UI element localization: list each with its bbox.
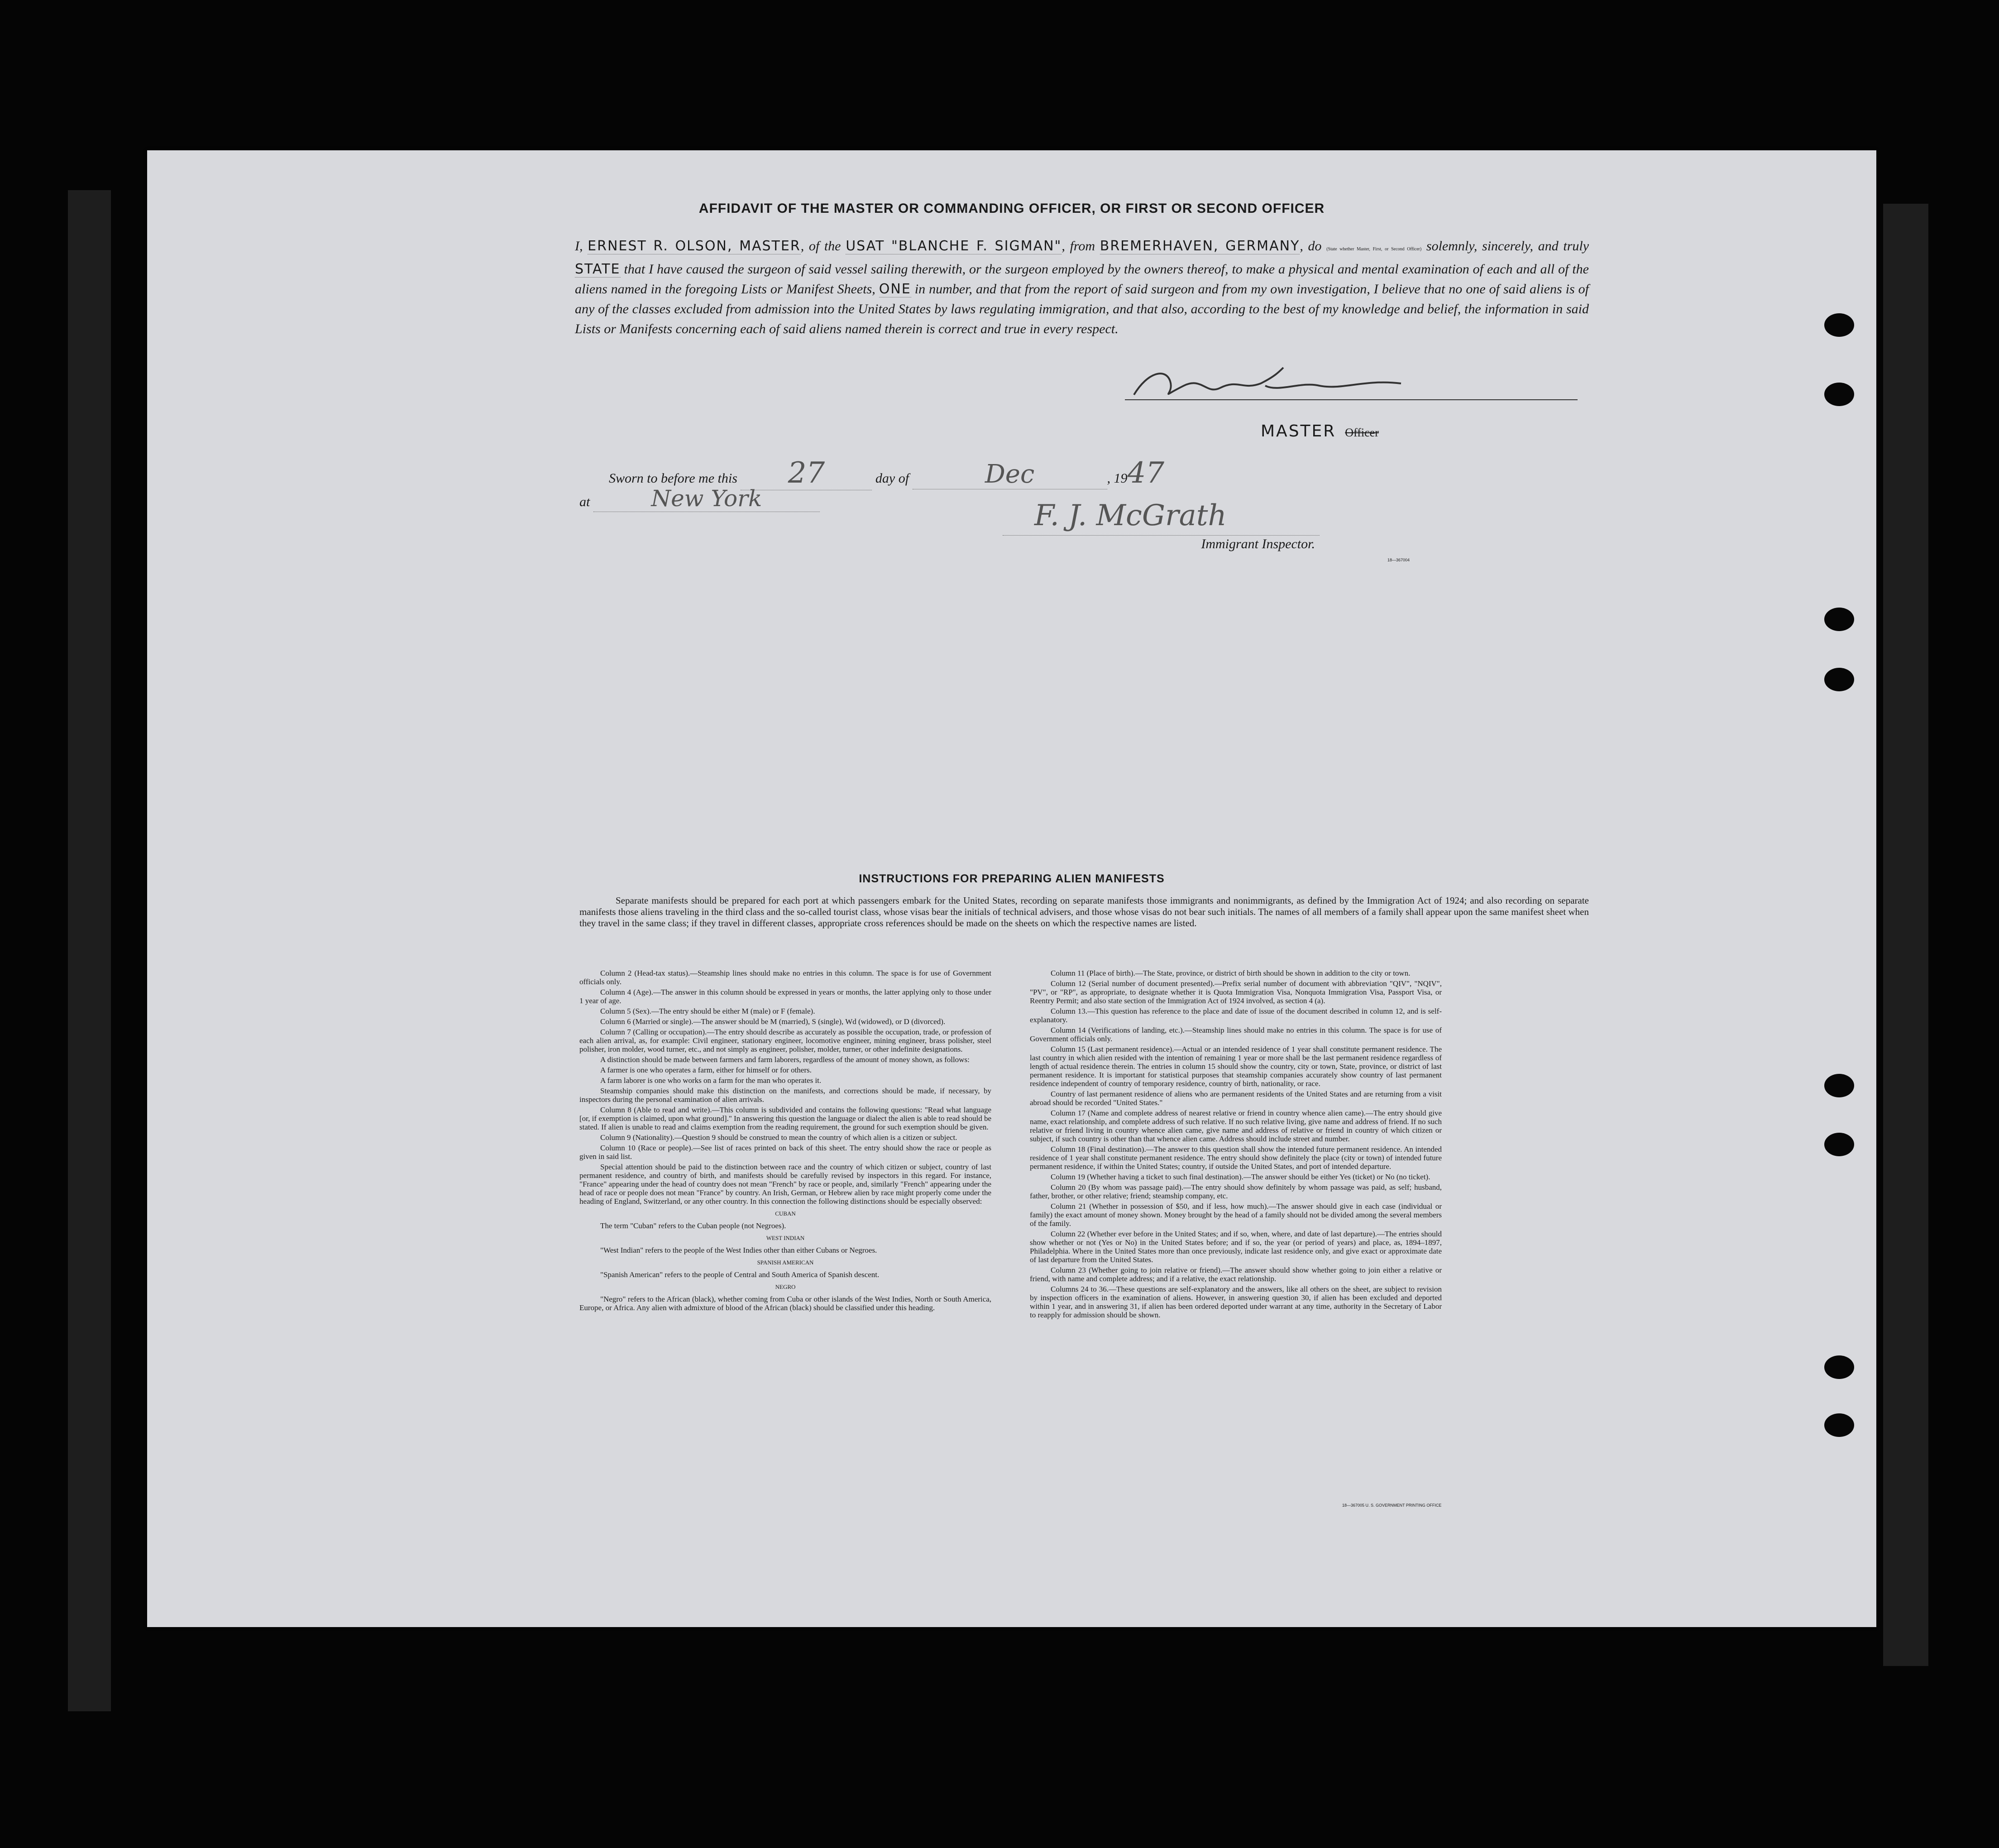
instruction-paragraph: Column 20 (By whom was passage paid).—The entry should show definitely by whom passage was paid, as self; husband, father, brother, or other relative; friend; steamship company, etc.	[1030, 1183, 1442, 1200]
inspector-label: Immigrant Inspector.	[1201, 536, 1315, 551]
master-name-field: ERNEST R. OLSON, MASTER	[588, 238, 801, 254]
instructions-right-column	[1030, 969, 1442, 1321]
punch-hole	[1824, 1133, 1854, 1156]
verb-field: STATE	[575, 261, 621, 277]
cuban-definition: The term "Cuban" refers to the Cuban people (not Negroes).	[600, 1221, 786, 1230]
officer-struck-label: Officer	[1345, 426, 1379, 439]
sworn-text: day of	[875, 471, 909, 486]
instructions-left-column	[579, 969, 991, 1314]
negro-definition: "Negro" refers to the African (black), whether coming from Cuba or other islands of the West Indies, North or South America, Europe, or Africa. Any alien with admixture of blood of the African (black) should be classified under this heading.	[579, 1295, 991, 1312]
instruction-paragraph: Column 7 (Calling or occupation).—The entry should describe as accurately as possible the occupation, trade, or profession of each alien arrival, as, for example: Civil engineer, stationary engineer, locomotive engineer, mining engineer, brass polisher, steel polisher, iron molder, wood turner, etc., and not simply as engineer, polisher, molder, turner, or other indefinite designations.	[579, 1028, 991, 1053]
instruction-paragraph: Column 22 (Whether ever before in the United States; and if so, when, where, and date of last departure).—The entries should show whether or not (Yes or No) in the United States before; and if so, the year (or period of years) and place, as, 1894–1897, Philadelphia. Where in the United States more than once previously, indicate last residence only, and give exact or approximate date of last departure from the United States.	[1030, 1230, 1442, 1264]
sworn-month: Dec	[913, 460, 1107, 489]
sworn-year: 47	[1127, 456, 1164, 490]
cuban-heading: CUBAN	[775, 1210, 796, 1217]
inspector-line	[1003, 535, 1320, 536]
instruction-paragraph: Column 23 (Whether going to join relative or friend).—The answer should show whether going to join either a relative or friend, with name and complete address; and if a relative, the exact relationship.	[1030, 1266, 1442, 1283]
film-edge-right	[1883, 204, 1928, 1666]
affidavit-text: , do	[1300, 239, 1322, 254]
punch-hole	[1824, 608, 1854, 631]
negro-heading: NEGRO	[775, 1283, 796, 1290]
sworn-text: , 19	[1107, 471, 1128, 486]
instruction-paragraph: Column 12 (Serial number of document presented).—Prefix serial number of document with abbreviation "QIV", "NQIV", "PV", or "RP", as appropriate, to designate whether it is Quota Immigration Visa, Nonquota Immigration Visa, Passport Visa, or Reentry Permit; and also state section of the Immigration Act of 1924 involved, as section 4 (a).	[1030, 979, 1442, 1005]
affidavit-title: AFFIDAVIT OF THE MASTER OR COMMANDING OFFICER, OR FIRST OR SECOND OFFICER	[698, 201, 1325, 216]
instruction-paragraph: Column 8 (Able to read and write).—This column is subdivided and contains the following questions: "Read what language [or, if exemption is claimed, upon what ground]." In answering this question the language or dialect the alien is able to read should be stated. If alien is unable to read and claims exemption from the reading requirement, the ground for such exemption should be given.	[579, 1106, 991, 1131]
instruction-paragraph: Columns 24 to 36.—These questions are self-explanatory and the answers, like all others on the sheet, are subject to revision by inspection officers in the examination of aliens. However, in answering question 30, if alien has been excluded and deported within 1 year, and in answering 31, if alien has been ordered deported under warrant at any time, authority in the Secretary of Labor to reapply for admission should be shown.	[1030, 1285, 1442, 1319]
instruction-paragraph: Column 14 (Verifications of landing, etc.).—Steamship lines should make no entries in this column. The space is for use of Government officials only.	[1030, 1026, 1442, 1043]
inspector-signature: F. J. McGrath	[1034, 499, 1227, 532]
affidavit-body	[575, 236, 1589, 339]
document-sheet	[147, 150, 1876, 1627]
sworn-place: New York	[593, 485, 820, 512]
affidavit-text: , of the	[800, 239, 841, 254]
at-label: at	[579, 494, 590, 509]
instruction-paragraph: Country of last permanent residence of aliens who are permanent residents of the United States and are returning from a visit abroad should be recorded "United States."	[1030, 1090, 1442, 1107]
instruction-paragraph: Column 21 (Whether in possession of $50, and if less, how much).—The answer should give in each case (individual or family) the exact amount of money shown. Money brought by the head of a family should not be divided among the several members of the family.	[1030, 1202, 1442, 1228]
instruction-paragraph: Steamship companies should make this distinction on the manifests, and corrections should be made, if necessary, by inspectors during the personal examination of alien arrivals.	[579, 1087, 991, 1104]
instruction-paragraph: Column 9 (Nationality).—Question 9 should be construed to mean the country of which alien is a citizen or subject.	[600, 1133, 957, 1142]
departure-port-field: BREMERHAVEN, GERMANY	[1100, 238, 1300, 254]
affidavit-text: that I have caused the surgeon of said vessel sailing therewith, or the surgeon employed by the owners thereof, to make a physical and mental examination of each and all of the aliens named in the foregoing Lists or Manifest Sheets,	[575, 262, 1589, 297]
affidavit-text: , from	[1062, 239, 1095, 254]
instruction-paragraph: Column 18 (Final destination).—The answer to this question shall show the intended future permanent residence. An intended residence of 1 year shall constitute permanent residence. The entry should show definitely the place (city or town) of intended future permanent residence, if within the United States; country, if outside the United States, and port of intended departure.	[1030, 1145, 1442, 1171]
vessel-name-field: USAT "BLANCHE F. SIGMAN"	[846, 238, 1062, 254]
instruction-paragraph: Column 13.—This question has reference to the place and date of issue of the document described in column 12, and is self-explanatory.	[1030, 1007, 1442, 1024]
affidavit-text: I,	[575, 239, 583, 254]
punch-hole	[1824, 383, 1854, 406]
instruction-paragraph: Column 5 (Sex).—The entry should be either M (male) or F (female).	[600, 1007, 815, 1015]
sheet-count-field: ONE	[879, 281, 911, 297]
instruction-paragraph: Column 10 (Race or people).—See list of races printed on back of this sheet. The entry should show the race or people as given in said list.	[579, 1144, 991, 1161]
punch-hole	[1824, 1074, 1854, 1097]
spanish-american-heading: SPANISH AMERICAN	[757, 1259, 814, 1266]
instruction-paragraph: Column 2 (Head-tax status).—Steamship lines should make no entries in this column. The space is for use of Government officials only.	[579, 969, 991, 986]
punch-hole	[1824, 313, 1854, 337]
affidavit-text: solemnly, sincerely, and truly	[1426, 239, 1589, 254]
affidavit-text: in number, and that from the report of said surgeon and from my own investigation, I believe that no one of said aliens is of any of the classes excluded from admission into the United States by laws regulating immigration, and that also, according to the best of my knowledge and belief, the information in said Lists or Manifests concerning each of said aliens named therein is correct and true in every respect.	[575, 282, 1589, 336]
instruction-paragraph: Column 19 (Whether having a ticket to such final destination).—The answer should be either Yes (ticket) or No (no ticket).	[1051, 1173, 1430, 1181]
master-signature	[1129, 363, 1537, 404]
rank-note: (State whether Master, First, or Second Officer)	[1326, 247, 1422, 252]
punch-hole	[1824, 668, 1854, 691]
instruction-paragraph: A distinction should be made between farmers and farm laborers, regardless of the amount of money shown, as follows:	[600, 1055, 970, 1064]
master-title	[1261, 422, 1379, 440]
instruction-paragraph: A farm laborer is one who works on a farm for the man who operates it.	[600, 1076, 822, 1085]
printer-footer: 18—367005 U. S. GOVERNMENT PRINTING OFFICE	[1342, 1503, 1442, 1508]
instruction-paragraph: Column 6 (Married or single).—The answer should be M (married), S (single), Wd (widowed), or D (divorced).	[600, 1017, 946, 1026]
signature-line	[1125, 399, 1578, 400]
instruction-paragraph: Column 11 (Place of birth).—The State, province, or district of birth should be shown in addition to the city or town.	[1051, 969, 1411, 977]
sworn-day: 27	[741, 456, 872, 490]
west-indian-definition: "West Indian" refers to the people of the West Indies other than either Cubans or Negroes.	[600, 1246, 877, 1254]
sworn-text: Sworn to before me this	[609, 471, 737, 486]
master-label: MASTER	[1261, 422, 1336, 440]
instructions-intro: Separate manifests should be prepared for each port at which passengers embark for the United States, recording on separate manifests those immigrants and nonimmigrants, as defined by the Immigration Act of 1924; and also recording on separate manifests those aliens traveling in the third class and the so-called tourist class, whose visas bear the initials of technical advisers, and those whose visas do not bear such initials. The names of all members of a family shall appear upon the same manifest sheet when they travel in the same class; if they travel in different classes, appropriate cross references should be made on the sheets on which the respective names are listed.	[579, 895, 1589, 929]
instruction-paragraph: Special attention should be paid to the distinction between race and the country of which citizen or subject, country of last permanent residence, and country of birth, and manifests should be carefully revised by inspectors in this regard. For instance, "France" appearing under the head of country does not mean "French" by race or people, and, similarly "French" appearing under the head of race or people does not mean "France" by country. An Irish, German, or Hebrew alien by race might properly come under the heading of England, Switzerland, or any other country. In this connection the following distinctions should be especially observed:	[579, 1163, 991, 1206]
punch-hole	[1824, 1355, 1854, 1379]
place-line	[579, 485, 820, 512]
instructions-title: INSTRUCTIONS FOR PREPARING ALIEN MANIFESTS	[859, 872, 1165, 885]
instruction-paragraph: A farmer is one who operates a farm, either for himself or for others.	[600, 1066, 812, 1074]
form-number: 18—367004	[1387, 558, 1410, 562]
instruction-paragraph: Column 4 (Age).—The answer in this column should be expressed in years or months, the latter applying only to those under 1 year of age.	[579, 988, 991, 1005]
film-edge-left	[68, 190, 111, 1711]
instruction-paragraph: Column 15 (Last permanent residence).—Actual or an intended residence of 1 year shall constitute permanent residence. The last country in which alien resided with the intention of remaining 1 year or more shall be the last permanent residence regardless of length of actual residence therein. The entries in column 15 should show the country, city or town, State, province, or district of last permanent residence. It is important for statistical purposes that steamship companies accurately show country of last permanent residence independent of country of temporary residence, country of birth, nationality, or race.	[1030, 1045, 1442, 1088]
instruction-paragraph: Column 17 (Name and complete address of nearest relative or friend in country whence alien came).—The entry should give name, exact relationship, and complete address of such relative. If no such relative living, give name and address of friend. If no such relative or friend living in country whence alien came, give name and address of relative or friend in country of which citizen or subject, if such country is other than that whence alien came. Address should include street and number.	[1030, 1109, 1442, 1143]
punch-hole	[1824, 1413, 1854, 1437]
spanish-american-definition: "Spanish American" refers to the people of Central and South America of Spanish descent.	[600, 1270, 880, 1279]
west-indian-heading: WEST INDIAN	[766, 1235, 805, 1241]
